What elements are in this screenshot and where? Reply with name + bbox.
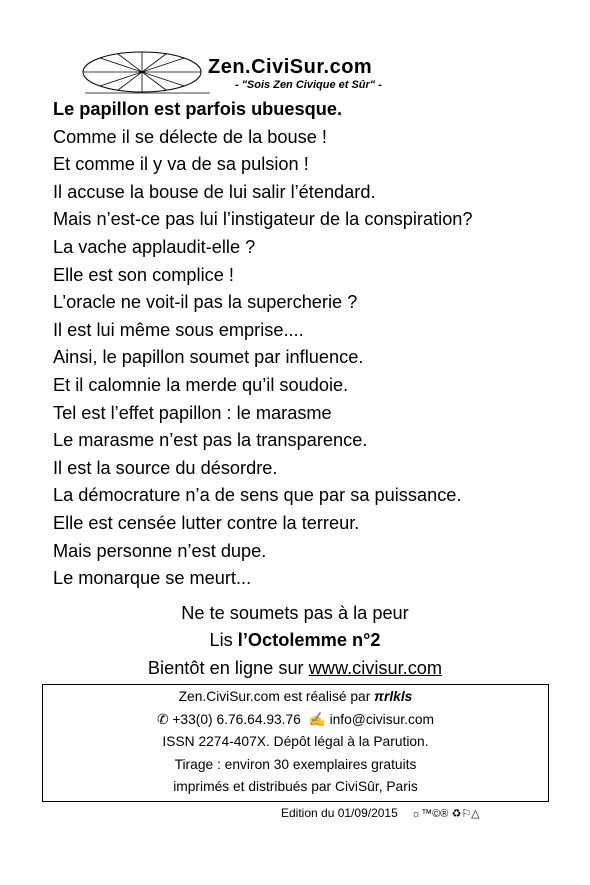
poem-line: Comme il se délecte de la bouse !	[53, 126, 327, 147]
info-line: Tirage : environ 30 exemplaires gratuits	[174, 756, 417, 772]
cta-prefix: Bientôt en ligne sur	[147, 657, 309, 678]
cta-line: Ne te soumets pas à la peur	[181, 603, 409, 623]
symbols-icon: ☼™©® ♻⚐△	[411, 808, 480, 820]
footer	[281, 806, 480, 820]
call-to-action	[0, 600, 590, 682]
poem-line: Le monarque se meurt...	[53, 568, 252, 589]
info-box	[42, 684, 549, 802]
phone-number: +33(0) 6.76.64.93.76	[172, 711, 301, 727]
poem-line: La vache applaudit-elle ?	[53, 236, 256, 257]
poem-line: Elle est censée lutter contre la terreur.	[53, 512, 360, 533]
contact-line	[43, 709, 548, 732]
poem-line: Mais personne n’est dupe.	[53, 540, 267, 561]
poem-line: Il est la source du désordre.	[53, 457, 278, 478]
wheel-logo-icon	[80, 50, 210, 100]
info-line: imprimés et distribués par CiviSûr, Paris	[173, 779, 418, 794]
poem-line: Et comme il y va de sa pulsion !	[53, 154, 309, 175]
poem-line: La démocrature n’a de sens que par sa puissance.	[53, 485, 462, 506]
info-line	[43, 686, 548, 709]
info-line: ISSN 2274-407X. Dépôt légal à la Parution.	[162, 734, 429, 749]
poem-line: Mais n’est-ce pas lui l’instigateur de la conspiration?	[53, 209, 473, 230]
cta-line	[0, 627, 590, 654]
phone-icon: ✆	[156, 711, 169, 727]
poem-line: Ainsi, le papillon soumet par influence.	[53, 347, 364, 368]
website-link[interactable]: www.civisur.com	[308, 657, 443, 678]
poem-line: Il est lui même sous emprise....	[53, 319, 304, 340]
logo-title: Zen.CiviSur.com	[208, 56, 373, 78]
poem-line: Le marasme n’est pas la transparence.	[53, 430, 368, 451]
poem-line: Elle est son complice !	[53, 264, 234, 285]
cta-line	[0, 655, 590, 682]
poem-line: Et il calomnie la merde qu’il soudoie.	[53, 374, 349, 395]
octolemme-title: l’Octolemme n°2	[237, 630, 381, 651]
author-name: πrlkls	[374, 689, 413, 704]
poem	[53, 96, 573, 593]
logo	[80, 50, 500, 100]
poem-line: L’oracle ne voit-il pas la supercherie ?	[53, 292, 358, 313]
poem-line: Le papillon est parfois ubuesque.	[53, 99, 343, 119]
logo-tagline: - "Sois Zen Civique et Sûr" -	[235, 79, 382, 91]
pen-icon: ✍	[308, 711, 326, 727]
poem-line: Il accuse la bouse de lui salir l’étendard.	[53, 181, 376, 202]
edition-date: Edition du 01/09/2015	[281, 806, 398, 820]
poem-line: Tel est l’effet papillon : le marasme	[53, 402, 332, 423]
email-address: info@civisur.com	[329, 711, 435, 727]
credit-text: Zen.CiviSur.com est réalisé par	[178, 689, 375, 704]
cta-prefix: Lis	[209, 630, 238, 651]
